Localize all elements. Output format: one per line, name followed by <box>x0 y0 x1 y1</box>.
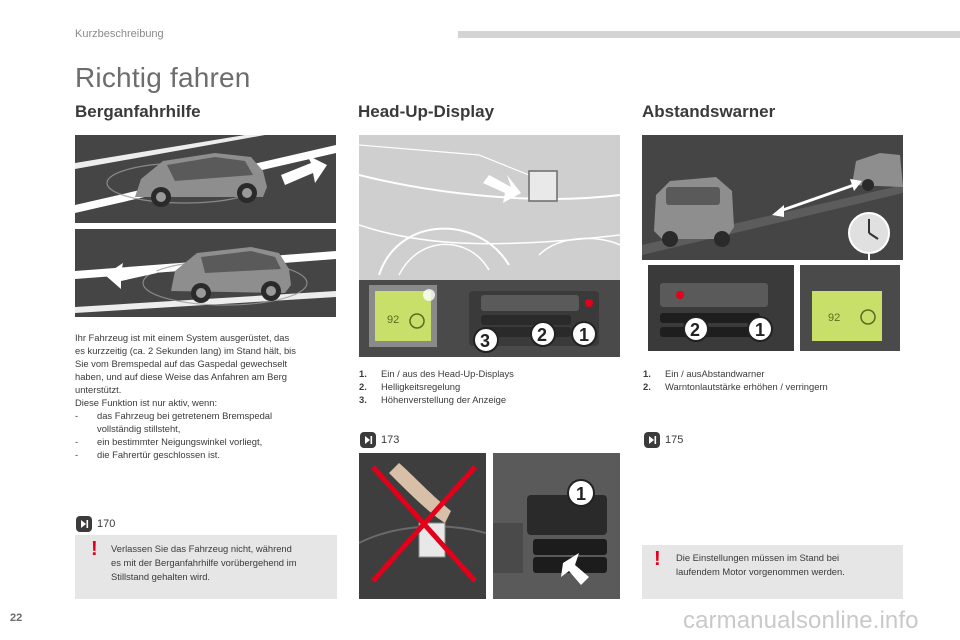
hud-screen-icon <box>529 171 557 201</box>
svg-text:1: 1 <box>576 484 587 504</box>
warning-icon: ! <box>654 548 661 570</box>
list-item: 3. Höhenverstellung der Anzeige <box>359 394 507 405</box>
condition-item <box>75 448 337 461</box>
hill-intro-line: es kurzzeitig (ca. 2 Sekunden lang) im Stand hält, bis <box>75 345 296 356</box>
own-car-icon <box>654 177 734 247</box>
condition-text: das Fahrzeug bei getretenem Bremspedal <box>97 410 273 421</box>
distance-note-line: Die Einstellungen müssen im Stand bei <box>676 552 840 563</box>
page-number: 22 <box>10 612 23 624</box>
header-section-label: Kurzbeschreibung <box>75 28 164 40</box>
watermark: carmanualsonline.info <box>683 607 919 634</box>
hud-page-number: 173 <box>381 434 400 446</box>
hud-button-3 <box>474 328 498 352</box>
page-reference-icon <box>644 432 660 448</box>
distance-button-2 <box>684 317 708 341</box>
hill-section-title: Berganfahrhilfe <box>75 102 201 121</box>
hud-section-title: Head-Up-Display <box>358 102 495 121</box>
hill-note-line: Verlassen Sie das Fahrzeug nicht, während <box>111 543 292 554</box>
hill-description <box>75 331 337 461</box>
list-item: 2. Warntonlautstärke erhöhen / verringern <box>643 381 828 392</box>
hill-intro-line: haben, und auf diese Weise das Anfahren am Berg <box>75 371 287 382</box>
hud-readout: 92 <box>387 314 400 326</box>
hill-intro-line: Diese Funktion ist nur aktiv, wenn: <box>75 397 218 408</box>
condition-dash: - <box>75 449 79 460</box>
hud-page-reference[interactable] <box>360 432 399 448</box>
list-item: 1. Ein / ausAbstandwarner <box>643 368 765 379</box>
header-rule <box>458 31 960 38</box>
page-reference-icon <box>76 516 92 532</box>
svg-text:1: 1 <box>755 320 766 340</box>
hud-illustration <box>359 135 620 357</box>
svg-text:1: 1 <box>579 325 590 345</box>
distance-warning-note <box>642 545 903 599</box>
distance-button-1 <box>748 317 772 341</box>
distance-note-line: laufendem Motor vorgenommen werden. <box>676 566 845 577</box>
condition-text: vollständig stillsteht, <box>97 423 181 434</box>
distance-warner-illustration <box>642 135 903 357</box>
distance-display-screen <box>812 291 882 341</box>
svg-text:2: 2 <box>537 325 548 345</box>
hill-intro-line: Ihr Fahrzeug ist mit einem System ausgerüstet, das <box>75 332 290 343</box>
condition-text: die Fahrertür geschlossen ist. <box>97 449 220 460</box>
list-item: 1. Ein / aus des Head-Up-Displays <box>359 368 514 379</box>
condition-item <box>75 409 337 435</box>
hill-page-reference[interactable] <box>76 516 115 532</box>
distance-controls-list <box>643 367 903 393</box>
hill-intro-line: unterstützt. <box>75 384 122 395</box>
hud-button-closeup-illustration <box>493 453 620 599</box>
condition-item <box>75 435 337 448</box>
hud-controls-list <box>359 367 619 406</box>
hill-note-line: es mit der Berganfahrhilfe vorübergehend im <box>111 557 297 568</box>
distance-page-number: 175 <box>665 434 684 446</box>
condition-dash: - <box>75 410 79 421</box>
hill-page-number: 170 <box>97 518 116 530</box>
hill-warning-note <box>75 535 337 599</box>
hud-screen-warning-illustration <box>359 453 486 599</box>
svg-text:2: 2 <box>690 320 701 340</box>
hill-note-line: Stillstand gehalten wird. <box>111 571 211 582</box>
page-title: Richtig fahren <box>75 62 251 93</box>
list-item: 2. Helligkeitsregelung <box>359 381 461 392</box>
hill-start-illustration <box>75 135 336 317</box>
hud-button-1 <box>572 322 596 346</box>
distance-section-title: Abstandswarner <box>642 102 776 121</box>
svg-text:3: 3 <box>480 331 491 351</box>
page-reference-icon <box>360 432 376 448</box>
warning-icon: ! <box>91 538 98 560</box>
hud-button-2 <box>531 322 555 346</box>
condition-dash: - <box>75 436 79 447</box>
distance-readout: 92 <box>828 312 841 324</box>
hill-intro-line: Sie vom Bremspedal auf das Gaspedal gewechselt <box>75 358 288 369</box>
distance-page-reference[interactable] <box>644 432 683 448</box>
condition-text: ein bestimmter Neigungswinkel vorliegt, <box>97 436 263 447</box>
hud-button-1-closeup <box>568 480 594 506</box>
